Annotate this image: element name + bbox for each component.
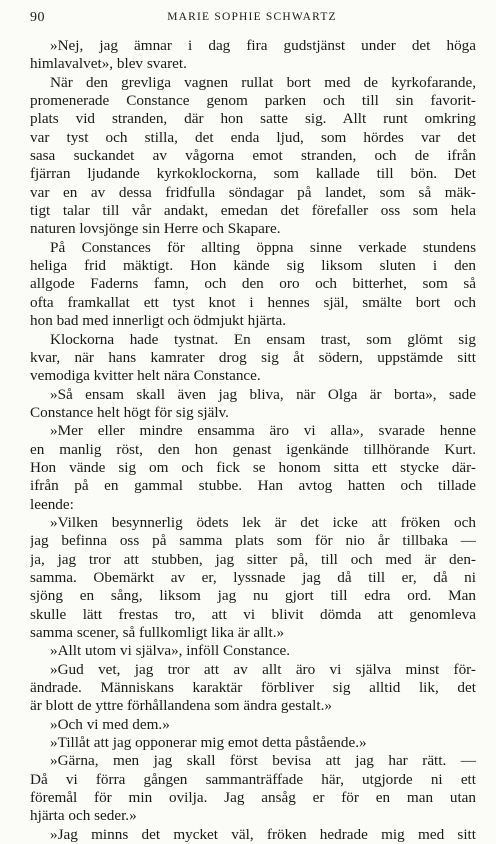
text-line: skulle lätt frestas tro, att vi blivit dömda att genomleva <box>30 605 476 623</box>
text-line: himlavalvet», blev svaret. <box>30 55 187 73</box>
text-line: »Och vi med dem.» <box>50 715 170 733</box>
text-line: »Nej, jag ämnar i dag fira gudstjänst under det höga <box>50 37 476 54</box>
text-line: »Så ensam skall även jag bliva, när Olga är borta», sade <box>50 385 476 403</box>
text-line: leende: <box>30 495 74 513</box>
page-header <box>30 10 474 30</box>
text-line: samma scener, så fullkomligt lika är allt.» <box>30 624 285 641</box>
text-line: Constance helt högt för sig själv. <box>30 403 229 421</box>
text-line: På Constances för allting öppna sinne verkade stundens <box>50 238 476 256</box>
text-line: kvar, när hans kamrater drog sig åt södern, uppstämde sitt <box>30 348 476 366</box>
text-line: ändrade. Människans karaktär förbliver sig alltid lik, det <box>30 679 476 697</box>
text-line: jag befinna oss på samma plats som för nio år tillbaka — <box>30 532 476 550</box>
text-line: samma. Obemärkt av er, lyssnade jag då till er, då ni <box>30 568 476 586</box>
text-line: »Tillåt att jag opponerar mig emot detta påstående.» <box>50 734 367 752</box>
text-line: hon bad med innerligt och ödmjukt hjärta. <box>30 312 287 330</box>
text-line: sasa suckandet av vågorna emot stranden, och de ifrån <box>30 147 476 165</box>
running-head: MARIE SOPHIE SCHWARTZ <box>167 11 337 23</box>
page-number: 90 <box>30 10 45 25</box>
text-line: »Gud vet, jag tror att av allt äro vi själva minst för- <box>50 660 476 678</box>
text-line: är blott de yttre förhållandena som ändra gestalt.» <box>30 697 332 715</box>
text-line: ja, jag tror att stubben, jag sitter på, till och med är den- <box>30 550 476 568</box>
text-line: vemodiga kvitter helt nära Constance. <box>30 367 261 385</box>
text-line: ifrån på en gammal stubbe. Han avtog hatten och tillade <box>30 477 476 495</box>
text-line: hjärta och seder.» <box>30 807 137 825</box>
text-line: »Gärna, men jag skall först bevisa att jag har rätt. — <box>50 752 476 770</box>
text-line: en manlig röst, den hon genast igenkände tillhörande Kurt. <box>30 440 476 458</box>
text-line: plats vid stranden, där hon satte sig. Allt runt omkring <box>30 110 476 128</box>
text-line: Klockorna hade tystnat. En ensam trast, som glömt sig <box>50 330 476 348</box>
text-line: föremål för min ovilja. Jag ansåg er för en man utan <box>30 789 476 807</box>
text-line: naturen lovsjönge sin Herre och Skapare. <box>30 220 281 238</box>
text-line: ofta framkallat ett tyst knot i hennes själ, smälte bort och <box>30 293 476 311</box>
text-line: Då vi förra gången sammanträffade här, utgjorde ni ett <box>30 770 476 788</box>
text-line: sjöng en sång, liksom jag nu gjort till edra ord. Man <box>30 587 476 605</box>
text-line: Hon vände sig om och fick se honom sitta ett stycke där- <box>30 458 476 476</box>
text-line: »Allt utom vi själva», inföll Constance. <box>50 642 291 660</box>
text-line: promenerade Constance genom parken och till sin favorit- <box>30 92 476 110</box>
text-line: allgode Faderns famn, och den oro och bitterhet, som så <box>30 275 476 293</box>
text-line: heliga frid mäktigt. Hon kände sig liksom sluten i den <box>30 257 476 275</box>
text-line: När den grevliga vagnen rullat bort med de kyrkofarande, <box>50 73 476 91</box>
text-line: fjärran ljudande kyrkoklockorna, som kallade till bön. Det <box>30 165 476 183</box>
body-text <box>30 37 476 844</box>
text-line: var tyst och stilla, det enda ljud, som hördes var det <box>30 128 476 146</box>
text-line: »Jag minns det mycket väl, fröken hedrade mig med sitt <box>50 825 476 843</box>
text-line: tigt talar till vår andakt, emedan det förefaller oss som hela <box>30 202 476 220</box>
text-line: »Mer eller mindre ensamma äro vi alla», svarade henne <box>50 422 476 440</box>
text-line: »Vilken besynnerlig ödets lek är det icke att fröken och <box>50 513 476 531</box>
text-line: var en av dessa fridfulla söndagar på landet, som så mäk- <box>30 183 476 201</box>
